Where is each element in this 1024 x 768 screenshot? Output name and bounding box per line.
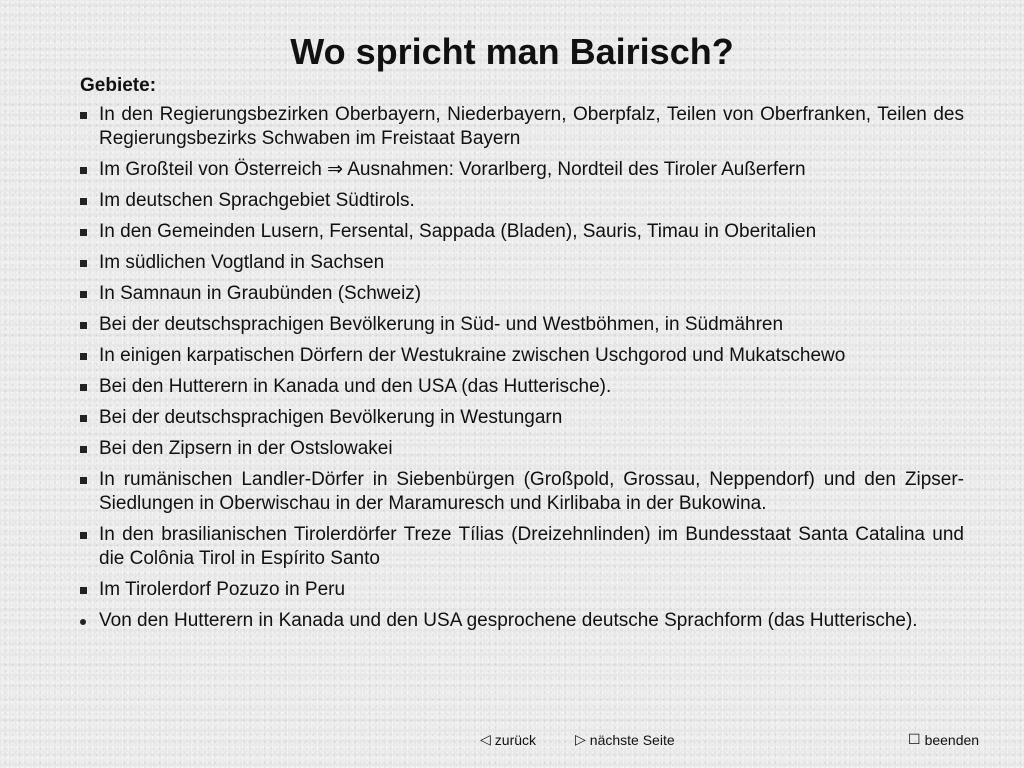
list-item <box>78 437 964 461</box>
list-item-text: In rumänischen Landler-Dörfer in Siebenbürgen (Großpold, Grossau, Neppendorf) und den Zipser-Siedlungen in Oberwischau in der Maramuresch und Kirlibaba in der Bukowina. <box>99 469 964 514</box>
square-bullet-icon <box>80 322 87 329</box>
page-title: Wo spricht man Bairisch? <box>290 31 734 72</box>
list-item <box>78 523 964 571</box>
square-bullet-icon <box>80 198 87 205</box>
square-bullet-icon <box>80 291 87 298</box>
list-item-text: In den Regierungsbezirken Oberbayern, Niederbayern, Oberpfalz, Teilen von Oberfranken, Teilen des Regierungsbezirks Schwaben im Freistaat Bayern <box>99 104 964 149</box>
implies-arrow-icon: ⇒ <box>327 159 343 180</box>
list-item <box>78 282 964 306</box>
list-item <box>78 578 964 602</box>
list-item-text: Ausnahmen: Vorarlberg, Nordteil des Tiroler Außerfern <box>342 159 806 180</box>
exit-button[interactable] <box>908 731 979 748</box>
square-bullet-icon <box>80 112 87 119</box>
list-item-text: Bei den Hutterern in Kanada und den USA (das Hutterische). <box>99 376 612 397</box>
list-item <box>78 406 964 430</box>
square-bullet-icon <box>80 353 87 360</box>
list-item-text: Bei der deutschsprachigen Bevölkerung in Süd- und Westböhmen, in Südmähren <box>99 314 784 335</box>
back-button[interactable] <box>480 731 536 748</box>
list-item <box>78 609 964 633</box>
square-bullet-icon <box>80 415 87 422</box>
list-item-text: Bei den Zipsern in der Ostslowakei <box>99 438 393 459</box>
list-item <box>78 189 964 213</box>
next-page-label: nächste Seite <box>589 731 675 748</box>
list-item <box>78 220 964 244</box>
square-bullet-icon <box>80 229 87 236</box>
list-item <box>78 313 964 337</box>
square-bullet-icon <box>80 532 87 539</box>
list-item-text: Von den Hutterern in Kanada und den USA gesprochene deutsche Sprachform (das Hutterische). <box>99 610 918 631</box>
list-item-text: Im Großteil von Österreich <box>99 159 328 180</box>
list-item <box>78 468 964 516</box>
exit-label: beenden <box>924 731 980 748</box>
list-item <box>78 158 964 182</box>
list-item-text: In den Gemeinden Lusern, Fersental, Sappada (Bladen), Sauris, Timau in Oberitalien <box>99 221 817 242</box>
list-item-text: Im deutschen Sprachgebiet Südtirols. <box>99 190 415 211</box>
bullet-list <box>78 103 964 640</box>
list-item-text: Im südlichen Vogtland in Sachsen <box>99 252 385 273</box>
triangle-left-icon: ◁ <box>480 731 491 747</box>
list-item <box>78 344 964 368</box>
square-bullet-icon <box>80 167 87 174</box>
triangle-right-icon: ▷ <box>575 731 586 747</box>
back-label: zurück <box>494 731 537 748</box>
square-bullet-icon <box>80 587 87 594</box>
square-icon: ☐ <box>908 731 921 747</box>
square-bullet-icon <box>80 384 87 391</box>
list-item <box>78 375 964 399</box>
next-page-button[interactable] <box>575 731 675 748</box>
list-item-text: Im Tirolerdorf Pozuzo in Peru <box>99 579 346 600</box>
list-item <box>78 251 964 275</box>
square-bullet-icon <box>80 446 87 453</box>
list-item <box>78 103 964 151</box>
list-item-text: In einigen karpatischen Dörfern der Westukraine zwischen Uschgorod und Mukatschewo <box>99 345 846 366</box>
section-heading: Gebiete: <box>80 75 157 96</box>
list-item-text: Bei der deutschsprachigen Bevölkerung in Westungarn <box>99 407 563 428</box>
square-bullet-icon <box>80 477 87 484</box>
list-item-text: In den brasilianischen Tirolerdörfer Treze Tílias (Dreizehnlinden) im Bundesstaat Santa Catalina und die Colônia Tirol in Espírito Santo <box>99 524 964 569</box>
round-bullet-icon <box>80 619 86 625</box>
square-bullet-icon <box>80 260 87 267</box>
list-item-text: In Samnaun in Graubünden (Schweiz) <box>99 283 422 304</box>
